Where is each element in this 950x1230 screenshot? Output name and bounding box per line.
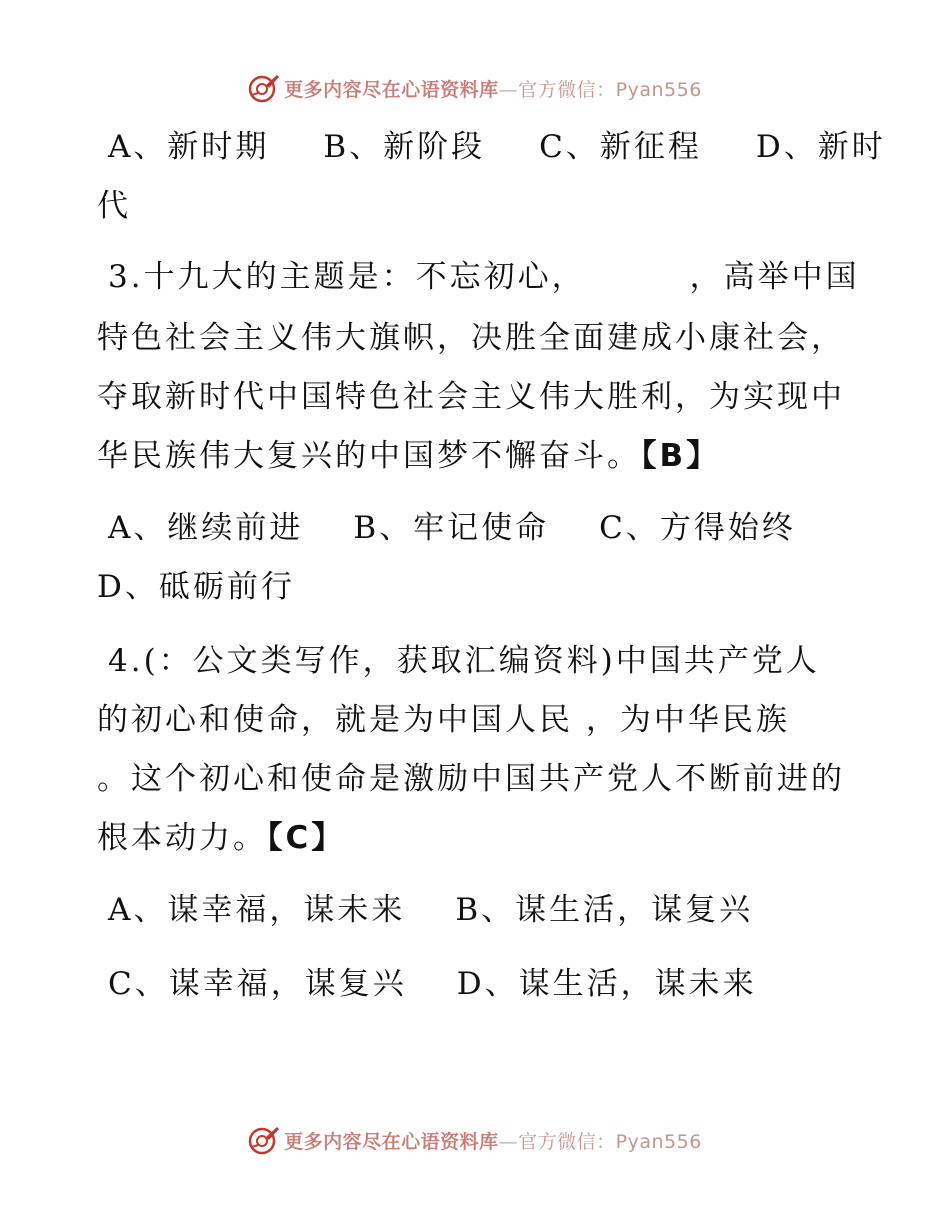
q2-option-d: D、新时 bbox=[755, 129, 886, 165]
q4-line-4 bbox=[97, 818, 345, 858]
q3-answer: 【B】 bbox=[641, 438, 721, 474]
q4-line-1: 4.(：公文类写作，获取汇编资料)中国共产党人 bbox=[108, 643, 820, 679]
banner-separator: — bbox=[498, 1130, 519, 1153]
q3-text-1b: ，高举中国 bbox=[689, 259, 860, 295]
q3-line-4 bbox=[97, 436, 720, 476]
footer-banner-text bbox=[284, 1127, 702, 1154]
q3-options-row bbox=[108, 508, 796, 548]
q3-option-d: D、砥砺前行 bbox=[97, 569, 295, 605]
q4-text-4: 根本动力。 bbox=[97, 820, 267, 856]
q3-line-1 bbox=[108, 257, 860, 297]
q3-line-2: 特色社会主义伟大旗帜，决胜全面建成小康社会， bbox=[97, 320, 845, 356]
banner-main-text: 更多内容尽在心语资料库 bbox=[284, 78, 499, 101]
q3-text-4: 华民族伟大复兴的中国梦不懈奋斗。 bbox=[97, 438, 641, 474]
q2-option-d-continued: 代 bbox=[97, 188, 131, 224]
q4-option-c: C、谋幸福，谋复兴 bbox=[108, 966, 407, 1002]
q3-option-c: C、方得始终 bbox=[599, 510, 796, 546]
footer-banner bbox=[0, 1120, 950, 1160]
pen-logo-icon bbox=[248, 72, 280, 104]
q2-option-c: C、新征程 bbox=[539, 129, 702, 165]
banner-main-text: 更多内容尽在心语资料库 bbox=[284, 1130, 499, 1153]
q4-option-d: D、谋生活，谋未来 bbox=[456, 966, 757, 1002]
q4-answer: 【C】 bbox=[267, 820, 346, 856]
pen-logo-icon bbox=[248, 1124, 280, 1156]
q4-line-2: 的初心和使命，就是为中国人民 ，为中华民族 bbox=[97, 702, 790, 738]
header-banner bbox=[0, 68, 950, 108]
banner-contact-text: 官方微信：Pyan556 bbox=[518, 78, 702, 101]
q2-option-b: B、新阶段 bbox=[323, 129, 486, 165]
q4-option-a: A、谋幸福，谋未来 bbox=[108, 892, 406, 928]
q4-option-b: B、谋生活，谋复兴 bbox=[455, 892, 754, 928]
q4-options-row-2 bbox=[108, 964, 757, 1004]
banner-separator: — bbox=[498, 78, 519, 101]
q3-option-a: A、继续前进 bbox=[108, 510, 304, 546]
header-banner-text bbox=[284, 75, 702, 102]
q4-line-3: 。这个初心和使命是激励中国共产党人不断前进的 bbox=[97, 761, 845, 797]
q4-options-row-1 bbox=[108, 890, 753, 930]
banner-contact-text: 官方微信：Pyan556 bbox=[518, 1130, 702, 1153]
q3-line-3: 夺取新时代中国特色社会主义伟大胜利，为实现中 bbox=[97, 379, 845, 415]
q3-option-b: B、牢记使命 bbox=[353, 510, 550, 546]
q2-option-a: A、新时期 bbox=[108, 129, 270, 165]
q2-options-row bbox=[108, 127, 886, 167]
q3-text-1a: 3.十九大的主题是：不忘初心， bbox=[108, 259, 586, 295]
